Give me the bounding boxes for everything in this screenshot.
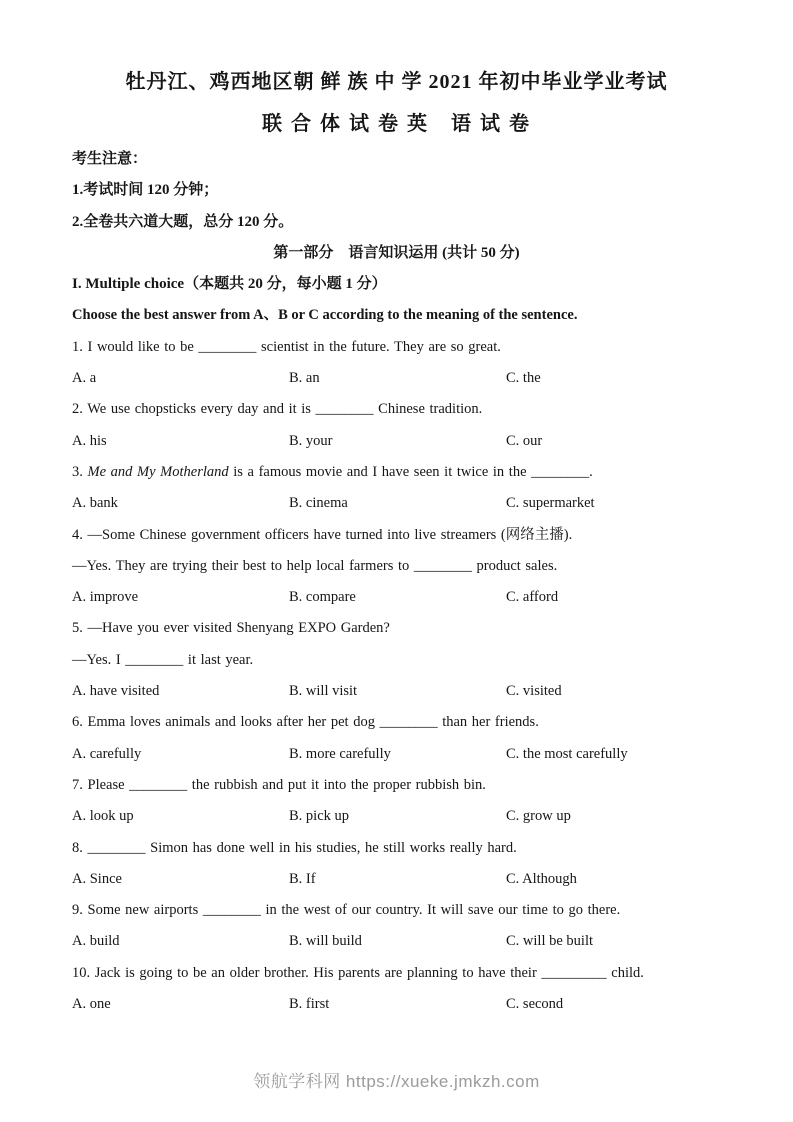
page-title-line1: 牡丹江、鸡西地区朝 鲜 族 中 学 2021 年初中毕业学业考试 (125, 71, 668, 93)
option-b: B. an (289, 370, 320, 387)
option-b: B. will visit (289, 683, 358, 700)
question-5-text-line2: —Yes. I ________ it last year. (72, 651, 254, 668)
notice-item-1: 1.考试时间 120 分钟； (72, 182, 219, 199)
watermark-footer: 领航学科网 https://xueke.jmkzh.com (253, 1072, 540, 1092)
page-title-line2: 联 合 体 试 卷 英 语 试 卷 (262, 113, 531, 135)
option-c: C. Although (506, 870, 577, 887)
option-c: C. second (506, 996, 564, 1013)
option-a: A. one (72, 996, 111, 1013)
option-a: A. have visited (72, 683, 160, 700)
question-1-text: 1. I would like to be ________ scientist in the future. They are so great. (72, 338, 501, 355)
question-3-suffix: is a famous movie and I have seen it twice in the ________. (228, 463, 593, 480)
question-6-text: 6. Emma loves animals and looks after her pet dog ________ than her friends. (72, 714, 539, 731)
question-4-text-line2: —Yes. They are trying their best to help local farmers to ________ product sales. (72, 557, 558, 574)
option-b: B. If (289, 870, 316, 887)
section-heading: 第一部分 语言知识运用 (共计 50 分) (273, 244, 520, 261)
option-a: A. his (72, 432, 107, 449)
option-a: A. Since (72, 870, 122, 887)
part-heading: I. Multiple choice（本题共 20 分，每小题 1 分） (72, 276, 387, 293)
option-c: C. the most carefully (506, 745, 628, 762)
option-a: A. bank (72, 495, 118, 512)
question-5-text-line1: 5. —Have you ever visited Shenyang EXPO Garden? (72, 620, 390, 637)
option-a: A. a (72, 370, 97, 387)
instruction-text: Choose the best answer from A、B or C according to the meaning of the sentence. (72, 307, 578, 324)
question-2-options (72, 426, 721, 457)
question-3-options (72, 488, 721, 519)
question-9-text: 9. Some new airports ________ in the west of our country. It will save our time to go there. (72, 902, 621, 919)
option-c: C. the (506, 370, 541, 387)
option-a: A. carefully (72, 745, 142, 762)
question-7-options (72, 801, 721, 832)
option-c: C. visited (506, 683, 562, 700)
question-8-text: 8. ________ Simon has done well in his studies, he still works really hard. (72, 839, 517, 856)
option-c: C. will be built (506, 933, 593, 950)
option-c: C. our (506, 432, 543, 449)
question-8-options (72, 864, 721, 895)
question-4-text-line1: 4. —Some Chinese government officers have turned into live streamers (网络主播). (72, 526, 573, 543)
option-b: B. your (289, 432, 333, 449)
question-4-options (72, 582, 721, 613)
notice-item-2: 2.全卷共六道大题，总分 120 分。 (72, 213, 294, 230)
option-b: B. will build (289, 933, 362, 950)
question-3-prefix: 3. (72, 463, 88, 480)
question-3-text (72, 457, 721, 488)
option-c: C. supermarket (506, 495, 595, 512)
question-10-options (72, 989, 721, 1020)
option-c: C. grow up (506, 808, 571, 825)
option-a: A. improve (72, 589, 139, 606)
option-b: B. cinema (289, 495, 348, 512)
option-a: A. build (72, 933, 120, 950)
question-1-options (72, 363, 721, 394)
option-a: A. look up (72, 808, 134, 825)
question-7-text: 7. Please ________ the rubbish and put it into the proper rubbish bin. (72, 776, 486, 793)
question-9-options (72, 926, 721, 957)
question-3-movie-title: Me and My Motherland (87, 463, 229, 480)
option-b: B. compare (289, 589, 356, 606)
question-2-text: 2. We use chopsticks every day and it is ________ Chinese tradition. (72, 401, 483, 418)
option-b: B. pick up (289, 808, 350, 825)
option-c: C. afford (506, 589, 559, 606)
option-b: B. more carefully (289, 745, 391, 762)
question-6-options (72, 739, 721, 770)
question-5-options (72, 676, 721, 707)
option-b: B. first (289, 996, 330, 1013)
notice-heading: 考生注意： (72, 151, 148, 167)
question-10-text: 10. Jack is going to be an older brother. His parents are planning to have their _________ child. (72, 964, 644, 981)
exam-body (72, 144, 721, 1020)
